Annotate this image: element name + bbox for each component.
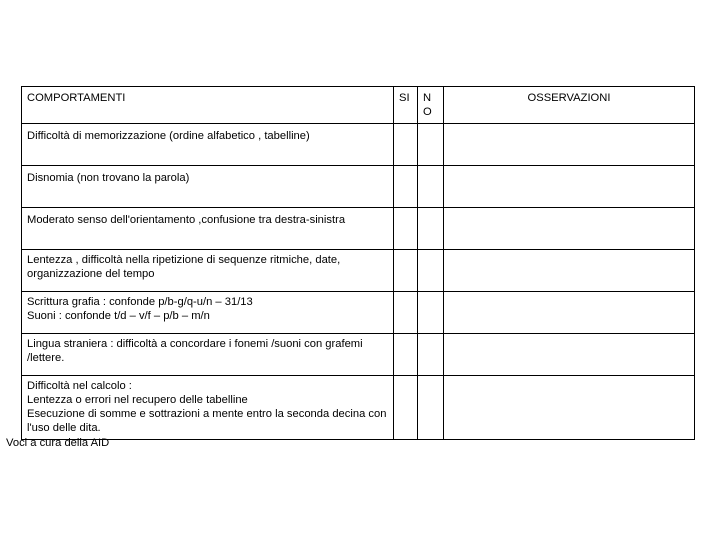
observation-cell[interactable] xyxy=(444,334,695,376)
header-observations: OSSERVAZIONI xyxy=(444,87,695,124)
observation-cell[interactable] xyxy=(444,124,695,166)
yes-checkbox-cell[interactable] xyxy=(394,250,418,292)
behaviour-text: Moderato senso dell'orientamento ,confusione tra destra-sinistra xyxy=(27,214,346,226)
behaviour-cell xyxy=(22,376,394,440)
table-row xyxy=(22,250,695,292)
no-checkbox-cell[interactable] xyxy=(418,250,444,292)
behaviour-text: Difficoltà nel calcolo : Lentezza o errori nel recupero delle tabelline Esecuzione di somme e sottrazioni a mente entro la seconda decina con l'uso delle dita. xyxy=(27,380,387,434)
behaviour-text: Difficoltà di memorizzazione (ordine alfabetico , tabelline) xyxy=(27,130,310,142)
yes-checkbox-cell[interactable] xyxy=(394,208,418,250)
table-row xyxy=(22,124,695,166)
behaviour-text: Disnomia (non trovano la parola) xyxy=(27,172,190,184)
yes-checkbox-cell[interactable] xyxy=(394,166,418,208)
no-checkbox-cell[interactable] xyxy=(418,124,444,166)
table-row xyxy=(22,208,695,250)
table-header-row xyxy=(22,87,695,124)
header-behaviours: COMPORTAMENTI xyxy=(22,87,394,124)
no-checkbox-cell[interactable] xyxy=(418,334,444,376)
yes-checkbox-cell[interactable] xyxy=(394,124,418,166)
behaviour-text: Lentezza , difficoltà nella ripetizione di sequenze ritmiche, date, organizzazione del tempo xyxy=(27,254,341,280)
table-row xyxy=(22,334,695,376)
no-checkbox-cell[interactable] xyxy=(418,376,444,440)
observation-cell[interactable] xyxy=(444,250,695,292)
observation-cell[interactable] xyxy=(444,208,695,250)
no-checkbox-cell[interactable] xyxy=(418,292,444,334)
observation-cell[interactable] xyxy=(444,166,695,208)
behaviour-cell xyxy=(22,166,394,208)
header-no: N O xyxy=(418,87,444,124)
behaviour-text: Lingua straniera : difficoltà a concordare i fonemi /suoni con grafemi /lettere. xyxy=(27,338,363,364)
table-row xyxy=(22,376,695,440)
table-row xyxy=(22,292,695,334)
behaviour-cell xyxy=(22,334,394,376)
source-footnote: Voci a cura della AID xyxy=(6,437,110,449)
behaviour-text: Scrittura grafia : confonde p/b-g/q-u/n – 31/13 Suoni : confonde t/d – v/f – p/b – m/n xyxy=(27,296,253,322)
table-row xyxy=(22,166,695,208)
yes-checkbox-cell[interactable] xyxy=(394,334,418,376)
header-yes: SI xyxy=(394,87,418,124)
behaviour-cell xyxy=(22,250,394,292)
observation-cell[interactable] xyxy=(444,292,695,334)
behaviour-cell xyxy=(22,208,394,250)
behaviour-cell xyxy=(22,292,394,334)
yes-checkbox-cell[interactable] xyxy=(394,292,418,334)
observation-cell[interactable] xyxy=(444,376,695,440)
yes-checkbox-cell[interactable] xyxy=(394,376,418,440)
no-checkbox-cell[interactable] xyxy=(418,208,444,250)
behaviour-checklist-table xyxy=(21,86,695,440)
behaviour-cell xyxy=(22,124,394,166)
no-checkbox-cell[interactable] xyxy=(418,166,444,208)
